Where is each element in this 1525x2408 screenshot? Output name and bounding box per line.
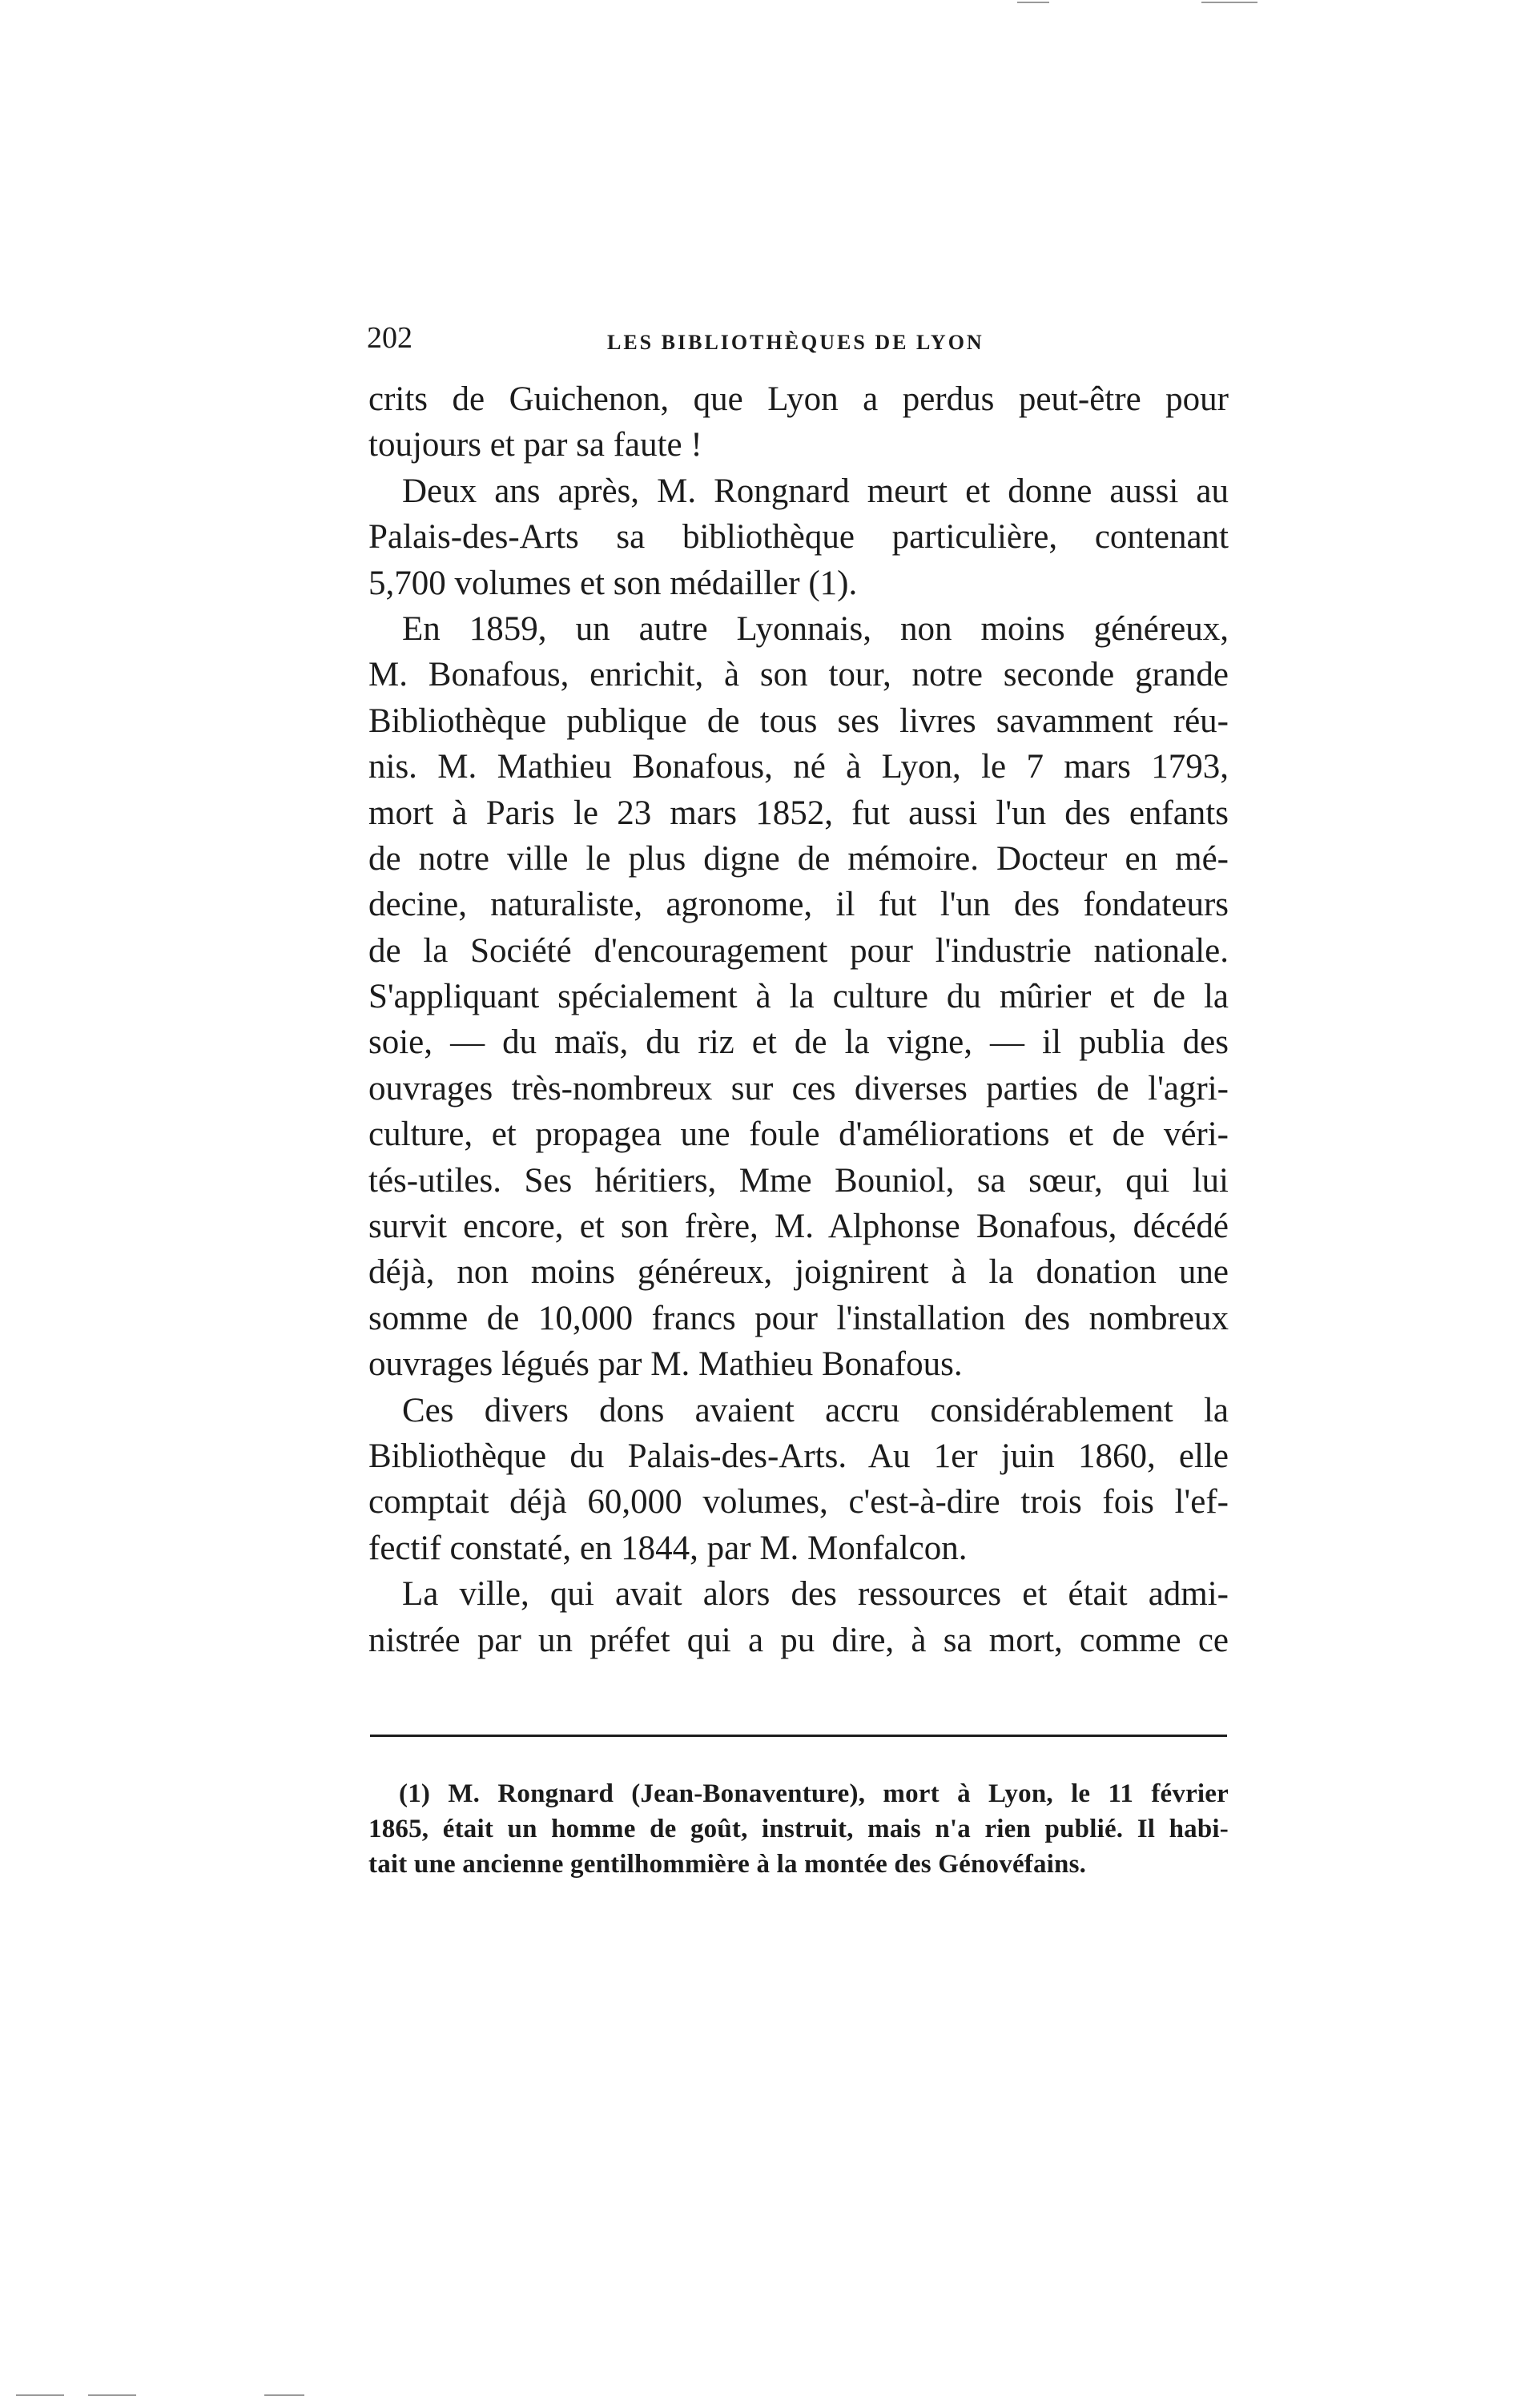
text-line: mort à Paris le 23 mars 1852, fut aussi l'un des enfants [368, 794, 1229, 832]
text-line: Bibliothèque publique de tous ses livres savamment réu- [368, 701, 1229, 740]
scan-edge-mark [88, 2394, 136, 2396]
scan-edge-mark [264, 2394, 304, 2396]
page-number: 202 [367, 321, 412, 355]
text-line: fectif constaté, en 1844, par M. Monfalcon. [368, 1529, 968, 1567]
text-line: S'appliquant spécialement à la culture du mûrier et de la [368, 978, 1229, 1016]
scan-edge-mark [16, 2394, 64, 2396]
text-line: M. Bonafous, enrichit, à son tour, notre seconde grande [368, 656, 1229, 694]
text-line: Ces divers dons avaient accru considérablement la [402, 1391, 1229, 1429]
text-line: survit encore, et son frère, M. Alphonse Bonafous, décédé [368, 1208, 1229, 1246]
footnote-line: tait une ancienne gentilhommière à la montée des Génovéfains. [368, 1850, 1087, 1879]
text-line: toujours et par sa faute ! [368, 426, 702, 464]
text-line: tés-utiles. Ses héritiers, Mme Bouniol, sa sœur, qui lui [368, 1161, 1229, 1200]
page-header [367, 319, 1232, 364]
text-line: déjà, non moins généreux, joignirent à la donation une [368, 1253, 1229, 1292]
text-line: Bibliothèque du Palais-des-Arts. Au 1er juin 1860, elle [368, 1437, 1229, 1475]
footnote-separator [370, 1735, 1227, 1737]
text-line: nistrée par un préfet qui a pu dire, à sa mort, comme ce [368, 1621, 1229, 1659]
text-line: culture, et propagea une foule d'améliorations et de véri- [368, 1116, 1229, 1154]
text-line: 5,700 volumes et son médailler (1). [368, 564, 858, 602]
footnote-line: 1865, était un homme de goût, instruit, mais n'a rien publié. Il habi- [368, 1815, 1229, 1843]
text-line: de notre ville le plus digne de mémoire. Docteur en mé- [368, 839, 1229, 878]
text-line: decine, naturaliste, agronome, il fut l'un des fondateurs [368, 886, 1229, 924]
scan-edge-mark [1017, 2, 1049, 3]
text-line: La ville, qui avait alors des ressources et était admi- [402, 1575, 1229, 1614]
footnotes [368, 1776, 1229, 1882]
text-line: crits de Guichenon, que Lyon a perdus peut-être pour [368, 380, 1229, 418]
text-line: comptait déjà 60,000 volumes, c'est-à-dire trois fois l'ef- [368, 1483, 1229, 1522]
text-line: ouvrages très-nombreux sur ces diverses parties de l'agri- [368, 1069, 1229, 1108]
text-line: ouvrages légués par M. Mathieu Bonafous. [368, 1345, 963, 1384]
text-line: Deux ans après, M. Rongnard meurt et donne aussi au [402, 472, 1229, 510]
text-line: En 1859, un autre Lyonnais, non moins généreux, [402, 609, 1229, 648]
scan-edge-mark [1201, 2, 1257, 3]
text-line: soie, — du maïs, du riz et de la vigne, — il publia des [368, 1023, 1229, 1062]
text-line: de la Société d'encouragement pour l'industrie nationale. [368, 931, 1229, 970]
text-line: somme de 10,000 francs pour l'installation des nombreux [368, 1299, 1229, 1337]
text-line: nis. M. Mathieu Bonafous, né à Lyon, le 7 mars 1793, [368, 748, 1229, 786]
running-title: LES BIBLIOTHÈQUES DE LYON [607, 331, 984, 354]
footnote-line: (1) M. Rongnard (Jean-Bonaventure), mort à Lyon, le 11 février [399, 1779, 1229, 1808]
body-text [368, 376, 1229, 1663]
text-line: Palais-des-Arts sa bibliothèque particulière, contenant [368, 518, 1229, 557]
